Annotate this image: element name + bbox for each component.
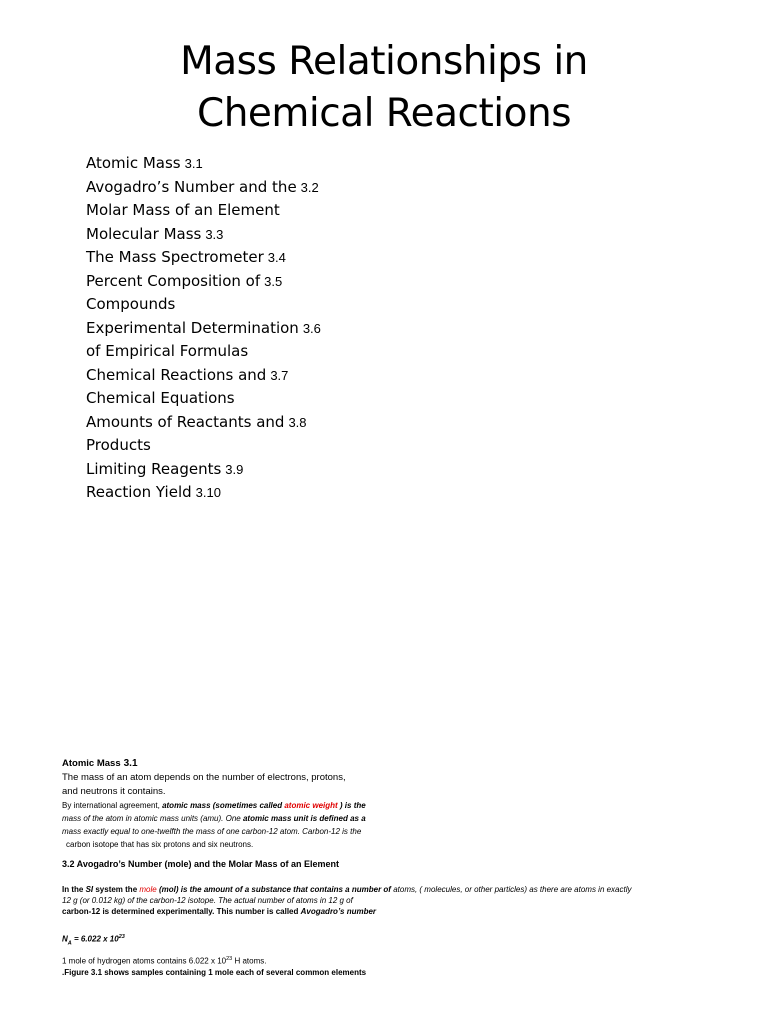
paragraph-line: 12 g (or 0.012 kg) of the carbon-12 isotope. The actual number of atoms in 12 g of	[62, 896, 353, 905]
paragraph-line: .Figure 3.1 shows samples containing 1 mole each of several common elements	[62, 968, 367, 978]
highlighted-term: atomic weight	[284, 801, 338, 810]
highlighted-term: mole	[139, 885, 157, 894]
table-of-contents	[86, 152, 321, 505]
document-title	[0, 36, 768, 140]
toc-item-text: Reaction Yield	[86, 483, 192, 501]
title-line-1: Mass Relationships in	[180, 39, 588, 84]
definition-text: mass of the atom in atomic mass units (amu). One	[62, 814, 243, 823]
toc-item	[86, 176, 321, 200]
toc-item	[86, 458, 321, 482]
toc-item-number: 3.7	[270, 367, 289, 383]
avogadro-equation	[62, 932, 722, 949]
definition-text: atomic mass (sometimes called	[162, 801, 285, 810]
toc-item-text: Chemical Reactions and	[86, 365, 267, 384]
toc-item-number: 3.9	[225, 461, 244, 477]
equation-subscript: A	[67, 940, 72, 947]
toc-item-text: Products	[86, 436, 151, 454]
definition-line	[62, 800, 722, 812]
toc-item	[86, 481, 321, 505]
equation-symbol: N	[62, 934, 68, 944]
paragraph-text: (mol) is the amount of a substance that contains a number of	[156, 885, 391, 894]
toc-item-text: Compounds	[86, 295, 176, 313]
toc-item	[86, 199, 321, 223]
paragraph-line: The mass of an atom depends on the number of electrons, protons,	[62, 772, 346, 783]
definition-term: atomic mass unit is defined as a	[242, 814, 366, 823]
equation-exponent: 23	[118, 934, 125, 940]
toc-item-text: Chemical Equations	[86, 389, 235, 407]
definition-term: Avogadro’s number	[300, 907, 377, 916]
toc-item	[86, 246, 321, 270]
toc-item	[86, 293, 321, 317]
section-heading	[62, 757, 722, 771]
section-heading-text: Atomic Mass	[62, 758, 121, 769]
paragraph-text: atoms, ( molecules, or other particles) as there are atoms in exactly	[390, 885, 632, 894]
toc-item-text: of Empirical Formulas	[86, 342, 249, 360]
toc-item	[86, 270, 321, 294]
toc-item-text: Percent Composition of	[86, 271, 261, 290]
definition-line	[62, 813, 722, 825]
paragraph-text: SI	[85, 885, 94, 894]
paragraph-text: 1 mole of hydrogen atoms contains 6.022 x 10	[62, 956, 227, 966]
paragraph-line	[62, 954, 722, 967]
paragraph-text: carbon-12 is determined experimentally. This number is called	[62, 907, 301, 916]
title-line-2: Chemical Reactions	[196, 91, 572, 136]
toc-item-text: Molar Mass of an Element	[86, 201, 280, 219]
section-number: 3.1	[123, 758, 138, 769]
paragraph-line	[62, 884, 722, 895]
toc-item-number: 3.3	[205, 226, 224, 242]
paragraph-line	[62, 906, 722, 917]
definition-text: ) is the	[337, 801, 366, 810]
toc-item-number: 3.4	[267, 250, 286, 265]
toc-item	[86, 223, 321, 247]
paragraph-text: H atoms.	[232, 956, 267, 966]
mole-example-paragraph	[62, 954, 722, 979]
toc-item-text: Atomic Mass	[86, 154, 181, 172]
toc-item-number: 3.2	[300, 179, 319, 195]
toc-item	[86, 152, 321, 176]
toc-item-text: The Mass Spectrometer	[86, 248, 264, 266]
toc-item-number: 3.6	[302, 320, 321, 336]
avogadro-heading: 3.2 Avogadro’s Number (mole) and the Molar Mass of an Element	[62, 859, 340, 869]
definition-line: mass exactly equal to one-twelfth the mass of one carbon-12 atom. Carbon-12 is the	[62, 827, 362, 836]
toc-item	[86, 364, 321, 388]
toc-item-text: Avogadro’s Number and the	[86, 177, 297, 196]
paragraph-text: system the	[93, 885, 140, 894]
exponent: 23	[226, 956, 233, 962]
toc-item-number: 3.8	[288, 414, 307, 430]
toc-item-number: 3.1	[184, 156, 203, 171]
toc-item-text: Experimental Determination	[86, 318, 299, 337]
toc-item	[86, 340, 321, 364]
paragraph-text: In the	[62, 885, 86, 894]
equation-value: = 6.022 x 10	[71, 934, 119, 944]
definition-line: carbon isotope that has six protons and six neutrons.	[66, 840, 254, 849]
toc-item	[86, 317, 321, 341]
toc-item-text: Molecular Mass	[86, 224, 202, 243]
atomic-mass-section	[62, 757, 722, 851]
toc-item	[86, 411, 321, 435]
toc-item-text: Amounts of Reactants and	[86, 412, 285, 431]
paragraph-line: and neutrons it contains.	[62, 786, 166, 797]
toc-item	[86, 387, 321, 411]
mole-definition-paragraph	[62, 884, 722, 917]
toc-item	[86, 434, 321, 458]
definition-text: By international agreement,	[62, 801, 163, 810]
toc-item-number: 3.5	[264, 273, 283, 289]
toc-item-text: Limiting Reagents	[86, 459, 222, 478]
toc-item-number: 3.10	[195, 485, 221, 500]
